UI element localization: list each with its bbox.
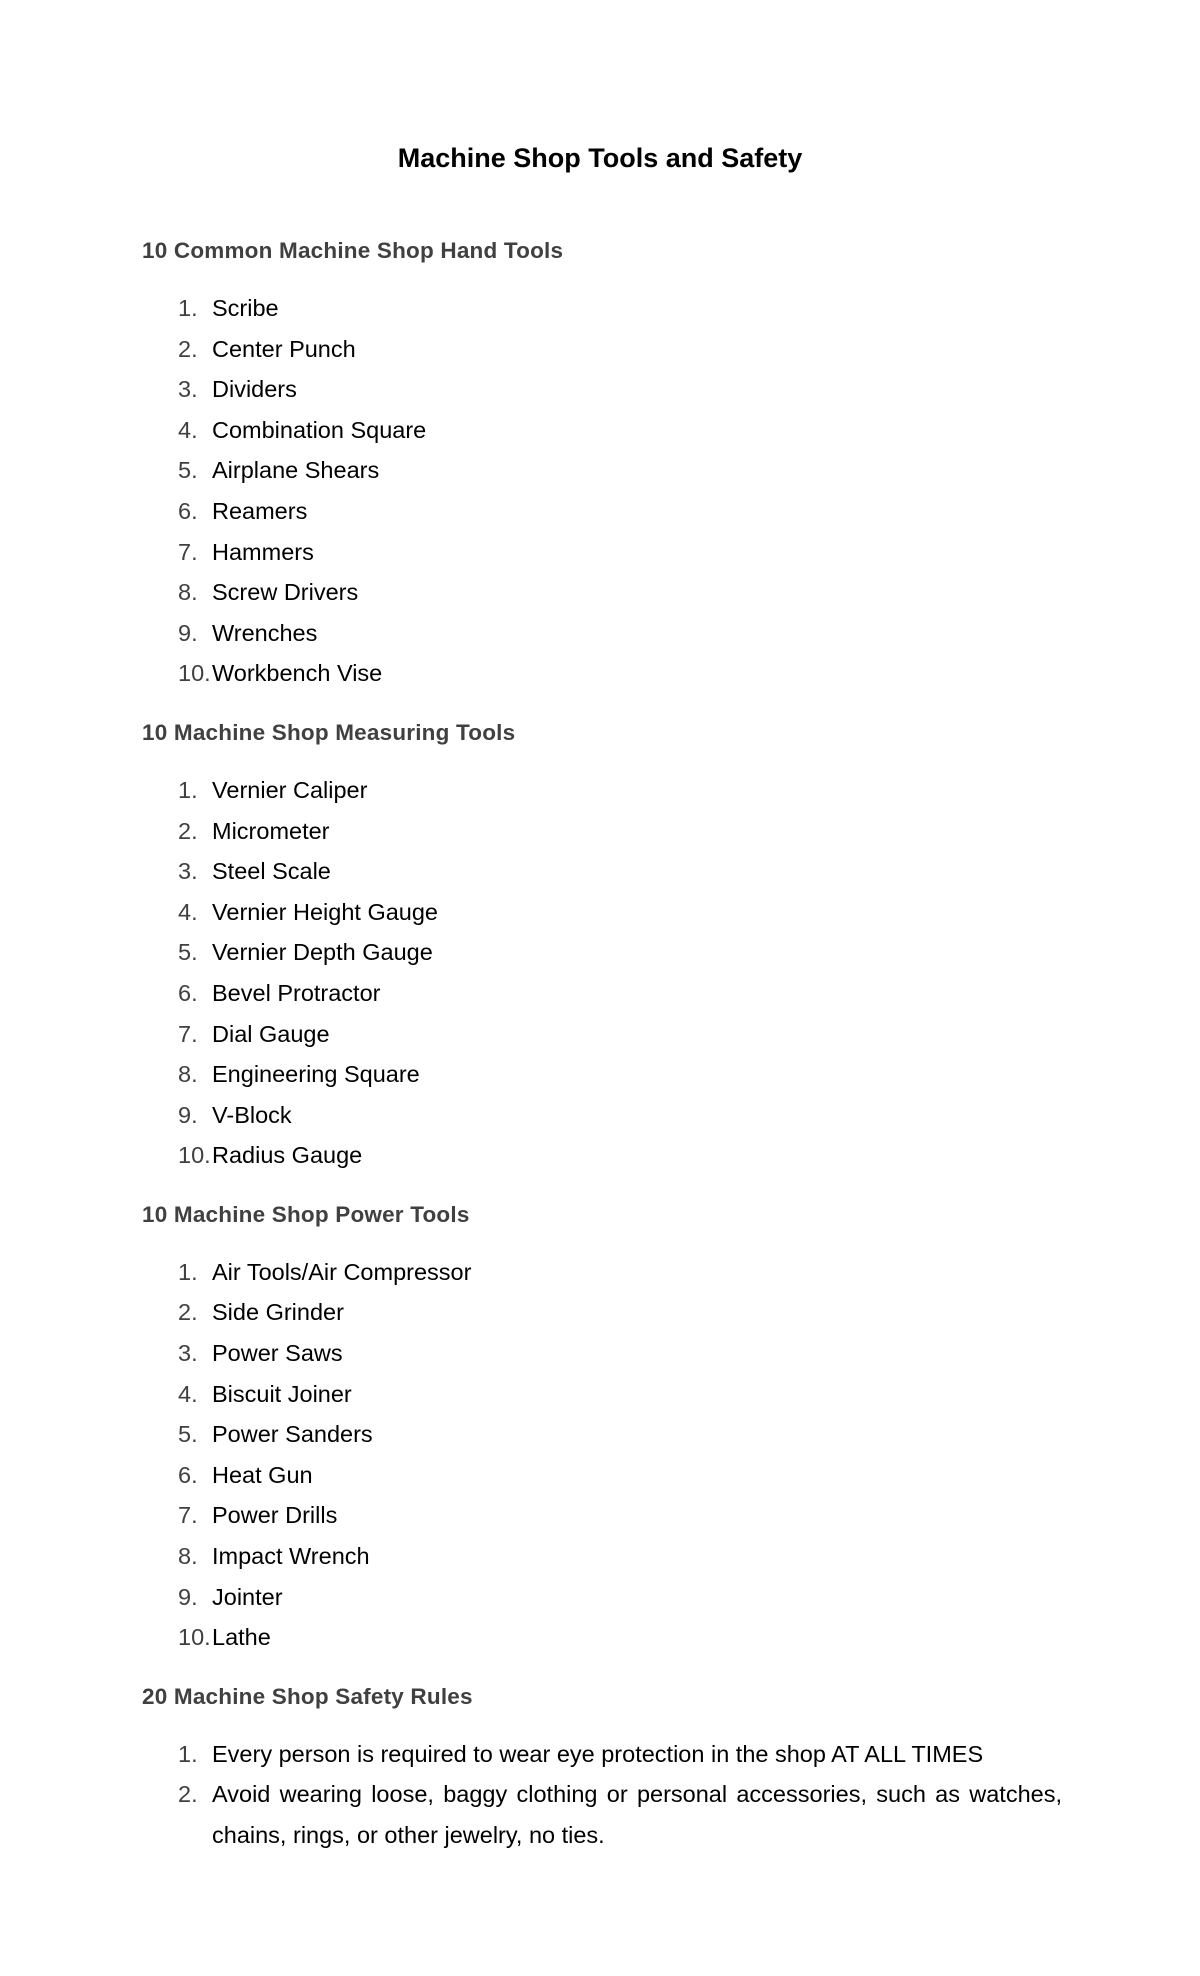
item-number: 6. [178,1461,198,1488]
list-item [142,532,1062,573]
list-item [142,450,1062,491]
list-item [142,410,1062,451]
item-text: Every person is required to wear eye protection in the shop AT ALL TIMES [212,1740,984,1767]
list-item [142,369,1062,410]
item-number: 2. [178,335,198,362]
item-text: Center Punch [212,335,356,362]
item-text: Side Grinder [212,1299,344,1326]
list-item [142,1014,1062,1055]
item-text: Lathe [212,1624,271,1651]
item-number: 10. [178,660,211,687]
list-item [142,770,1062,811]
item-number: 4. [178,898,198,925]
item-number: 1. [178,1258,198,1285]
item-text: Bevel Protractor [212,979,381,1006]
item-text: V-Block [212,1101,292,1128]
item-number: 7. [178,1020,198,1047]
section-heading: 10 Common Machine Shop Hand Tools [142,238,564,263]
section-heading: 20 Machine Shop Safety Rules [142,1683,473,1709]
list-item [142,1536,1062,1577]
item-number: 6. [178,497,198,524]
item-text: Steel Scale [212,858,331,885]
list-item [142,572,1062,613]
item-text: Jointer [212,1583,283,1610]
item-number: 6. [178,979,198,1006]
list-item [142,892,1062,933]
item-number: 1. [178,776,198,803]
list-item [142,1135,1062,1176]
item-number: 1. [178,295,198,321]
item-text: Reamers [212,497,308,524]
item-number: 3. [178,1340,198,1367]
item-number: 9. [178,1101,198,1128]
list-item [142,329,1062,370]
list-item [142,1455,1062,1496]
item-number: 5. [178,939,198,966]
item-text: Air Tools/Air Compressor [212,1258,472,1285]
list-item [142,288,1062,329]
item-text: Vernier Height Gauge [212,898,439,925]
list-item [142,1333,1062,1374]
list-item [142,653,1062,694]
list-item [142,491,1062,532]
item-number: 2. [178,1781,198,1808]
list-item [142,1734,1062,1775]
item-text: Radius Gauge [212,1142,363,1169]
item-number: 10. [178,1142,211,1169]
item-number: 4. [178,416,198,443]
list-item [142,1292,1062,1333]
section-heading: 10 Machine Shop Measuring Tools [142,719,516,745]
item-text: Avoid wearing loose, baggy clothing or personal accessories, such as watches, chains, rings, or other jewelry, no ties. [212,1781,1062,1848]
list-item [142,1577,1062,1618]
item-text: Power Drills [212,1502,338,1529]
item-text: Power Sanders [212,1421,373,1448]
section-measuring-tools [142,715,1062,1176]
item-text: Workbench Vise [212,660,383,687]
item-number: 7. [178,538,198,565]
item-number: 8. [178,1061,198,1088]
list-item [142,1054,1062,1095]
measuring-tools-list [142,770,1062,1176]
item-number: 3. [178,376,198,403]
list-item [142,613,1062,654]
list-item [142,1095,1062,1136]
list-item [142,811,1062,852]
list-item [142,1617,1062,1658]
item-number: 5. [178,457,198,484]
list-item [142,851,1062,892]
list-item [142,1495,1062,1536]
item-number: 5. [178,1421,198,1448]
section-power-tools [142,1197,1062,1658]
item-number: 2. [178,1299,198,1326]
list-item [142,1774,1062,1855]
item-text: Scribe [212,295,279,321]
item-number: 8. [178,1543,198,1570]
item-number: 3. [178,858,198,885]
section-hand-tools [142,233,1062,694]
document-content [142,233,1062,1877]
item-text: Dial Gauge [212,1020,330,1047]
list-item [142,932,1062,973]
item-text: Airplane Shears [212,457,380,484]
item-text: Engineering Square [212,1061,420,1088]
item-number: 8. [178,579,198,606]
item-text: Impact Wrench [212,1543,370,1570]
item-number: 9. [178,619,198,646]
item-text: Biscuit Joiner [212,1380,352,1407]
item-number: 9. [178,1583,198,1610]
document-title: Machine Shop Tools and Safety [397,143,803,173]
item-number: 4. [178,1380,198,1407]
safety-rules-list [142,1734,1062,1856]
list-item [142,1252,1062,1293]
item-text: Combination Square [212,416,427,443]
item-text: Power Saws [212,1340,343,1367]
list-item [142,1414,1062,1455]
section-heading: 10 Machine Shop Power Tools [142,1201,470,1227]
item-text: Dividers [212,376,297,403]
list-item [142,1374,1062,1415]
item-text: Vernier Depth Gauge [212,939,433,966]
item-text: Screw Drivers [212,579,359,606]
item-number: 10. [178,1624,211,1651]
item-text: Heat Gun [212,1461,313,1488]
item-text: Hammers [212,538,314,565]
hand-tools-list [142,288,1062,694]
item-number: 2. [178,817,198,844]
item-number: 1. [178,1740,198,1767]
item-text: Vernier Caliper [212,776,368,803]
list-item [142,973,1062,1014]
item-text: Wrenches [212,619,318,646]
section-safety-rules [142,1679,1062,1856]
item-number: 7. [178,1502,198,1529]
power-tools-list [142,1252,1062,1658]
item-text: Micrometer [212,817,330,844]
